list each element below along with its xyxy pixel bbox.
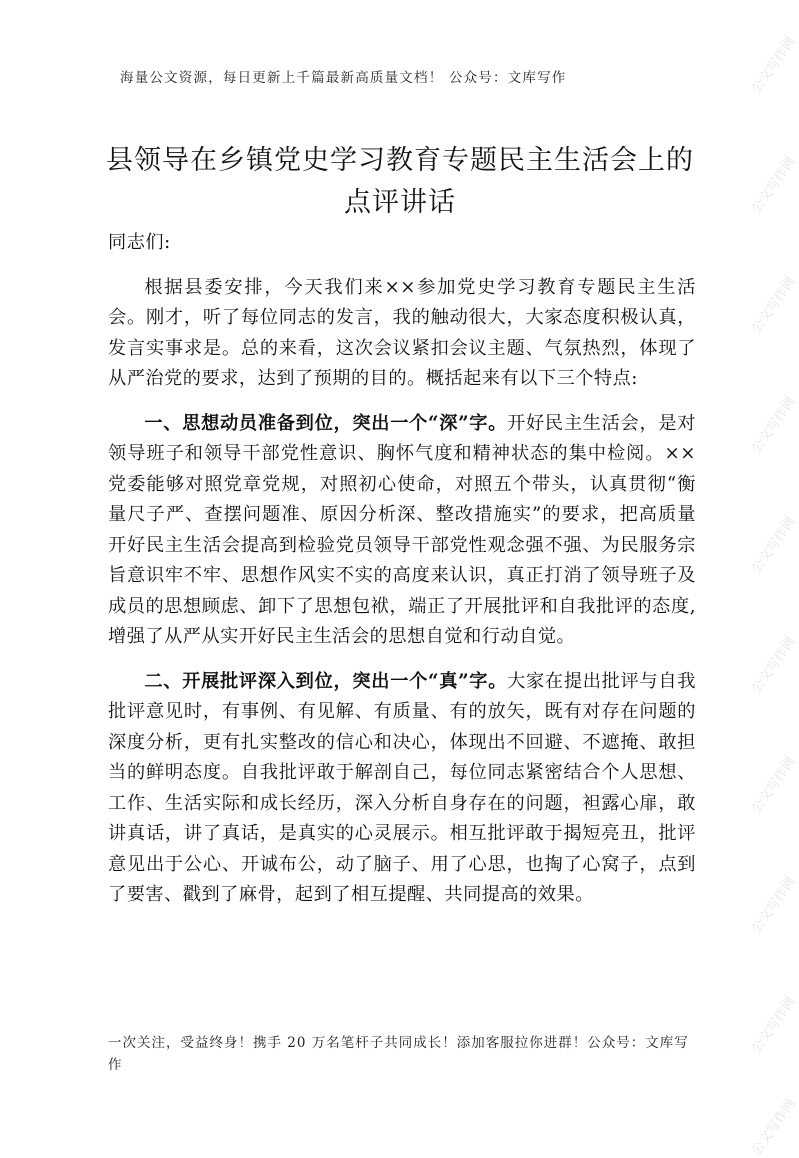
paragraph-text: 大家在提出批评与自我批评意见时，有事例、有见解、有质量、有的放矢，既有对存在问题的深度分析，更有扎实整改的信心和决心，体现出不回避、不遮掩、敢担当的鲜明态度。自我批评敢于解剖自己，每位同志紧密结合个人思想、工作、生活实际和成长经历，深入分析自身存在的问题，袒露心扉，敢讲真话，讲了真话，是真实的心灵展示。相互批评敢于揭短亮丑，批评意见出于公心、开诚布公，动了脑子、用了心思，也掏了心窝子，点到了要害、戳到了麻骨，起到了相互提醒、共同提高的效果。 (108, 670, 696, 905)
paragraph-point-one (108, 409, 696, 653)
watermark: 公文写作网 (749, 754, 799, 817)
watermark: 公文写作网 (749, 1096, 799, 1158)
watermark: 公文写作网 (749, 274, 799, 337)
header-note: 海量公文资源，每日更新上千篇最新高质量文档！ 公众号：文库写作 (120, 70, 567, 86)
watermark: 公文写作网 (749, 634, 799, 697)
paragraph-intro (108, 273, 696, 395)
watermark: 公文写作网 (749, 514, 799, 577)
document-body (108, 228, 696, 925)
watermark: 公文写作网 (749, 394, 799, 457)
document-title: 县领导在乡镇党史学习教育专题民主生活会上的点评讲话 (106, 145, 694, 218)
watermark: 公文写作网 (749, 34, 799, 97)
paragraph-text: 开好民主生活会，是对领导班子和领导干部党性意识、胸怀气度和精神状态的集中检阅。××党委能够对照党章党规，对照初心使命，对照五个带头，认真贯彻“衡量尺子严、查摆问题准、原因分析深、整改措施实”的要求，把高质量开好民主生活会提高到检验党员领导干部党性观念强不强、为民服务宗旨意识牢不牢、思想作风实不实的高度来认识，真正打消了领导班子及成员的思想顾虑、卸下了思想包袱，端正了开展批评和自我批评的态度,增强了从严从实开好民主生活会的思想自觉和行动自觉。 (108, 412, 696, 647)
paragraph-heading: 一、思想动员准备到位，突出一个“深”字。 (144, 412, 508, 434)
paragraph-point-two (108, 667, 696, 911)
watermark: 公文写作网 (749, 874, 799, 937)
watermark: 公文写作网 (749, 994, 799, 1057)
paragraph-text: 根据县委安排，今天我们来××参加党史学习教育专题民主生活会。刚才，听了每位同志的发言，我的触动很大，大家态度积极认真，发言实事求是。总的来看，这次会议紧扣会议主题、气氛热烈，体现了从严治党的要求，达到了预期的目的。概括起来有以下三个特点: (108, 276, 696, 389)
footer-note: 一次关注，受益终身！携手 20 万名笔杆子共同成长！添加客服拉你进群！公众号：文库写作 (108, 1035, 689, 1073)
watermark: 公文写作网 (749, 154, 799, 217)
salutation: 同志们: (108, 232, 171, 253)
paragraph-heading: 二、开展批评深入到位，突出一个“真”字。 (144, 670, 508, 692)
watermark-column (749, 0, 799, 1158)
